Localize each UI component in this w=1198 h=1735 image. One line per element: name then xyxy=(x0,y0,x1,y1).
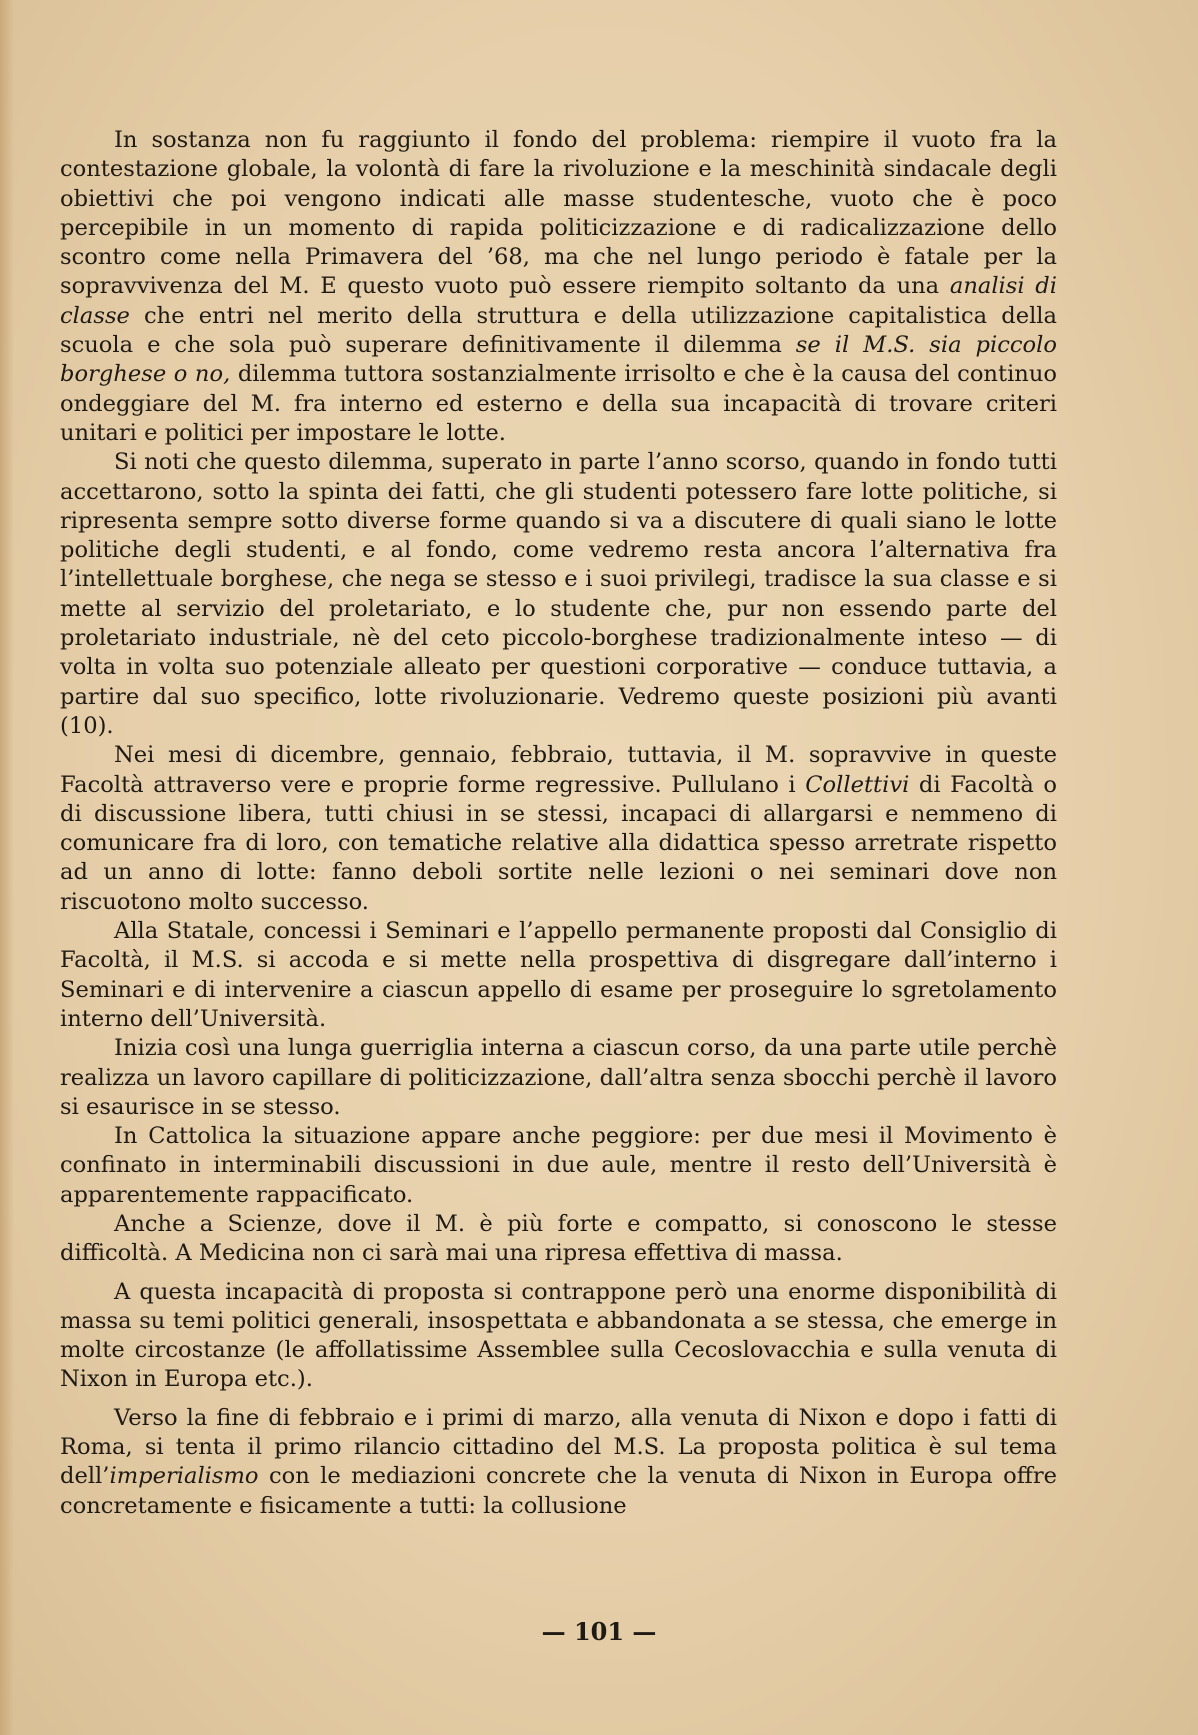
paragraph-9: Verso la fine di febbraio e i primi di marzo, alla venuta di Nixon e dopo i fatti di Roma, si tenta il primo rilancio cittadino del M.S. La proposta politica è sul tema dell’imperialismo con le mediazioni concrete che la venuta di Nixon in Europa offre concretamente e fisicamente a tutti: la collusione xyxy=(60,1404,1057,1519)
paragraph-4: Alla Statale, concessi i Seminari e l’appello permanente proposti dal Consiglio di Facoltà, il M.S. si accoda e si mette nella prospettiva di disgregare dall’interno i Seminari e di intervenire a ciascun appello di esame per proseguire lo sgretolamento interno dell’Università. xyxy=(60,918,1057,1032)
page-edge-shadow xyxy=(0,0,14,1735)
paragraph-7: Anche a Scienze, dove il M. è più forte e compatto, si conoscono le stesse difficoltà. A Medicina non ci sarà mai una ripresa effettiva di massa. xyxy=(60,1210,1057,1267)
paragraph-3: Nei mesi di dicembre, gennaio, febbraio, tuttavia, il M. sopravvive in queste Facoltà attraverso vere e proprie forme regressive. Pullulano i Collettivi di Facoltà o di discussione libera, tutti chiusi in se stessi, incapaci di allargarsi e nemmeno di comunicare fra di loro, con tematiche relative alla didattica spesso arretrate rispetto ad un anno di lotte: fanno deboli sortite nelle lezioni o nei seminari dove non riscuotono molto successo. xyxy=(60,742,1058,915)
body-text xyxy=(60,126,1057,1521)
page-number: — 101 — xyxy=(541,1617,657,1646)
paragraph-5: Inizia così una lunga guerriglia interna a ciascun corso, da una parte utile perchè realizza un lavoro capillare di politicizzazione, dall’altra senza sbocchi perchè il lavoro si esaurisce in se stesso. xyxy=(60,1035,1057,1120)
paragraph-2: Si noti che questo dilemma, superato in parte l’anno scorso, quando in fondo tutti accettarono, sotto la spinta dei fatti, che gli studenti potessero fare lotte politiche, si ripresenta sempre sotto diverse forme quando si va a discutere di quali siano le lotte politiche degli studenti, e al fondo, come vedremo resta ancora l’alternativa fra l’intellettuale borghese, che nega se stesso e i suoi privilegi, tradisce la sua classe e si mette al servizio del proletariato, e lo studente che, pur non essendo parte del proletariato industriale, nè del ceto piccolo-borghese tradizionalmente inteso — di volta in volta suo potenziale alleato per questioni corporative — conduce tuttavia, a partire dal suo specifico, lotte rivoluzionarie. Vedremo queste posizioni più avanti (10). xyxy=(60,449,1057,739)
paragraph-8: A questa incapacità di proposta si contrappone però una enorme disponibilità di massa su temi politici generali, insospettata e abbandonata a se stessa, che emerge in molte circostanze (le affollatissime Assemblee sulla Cecoslovacchia e sulla venuta di Nixon in Europa etc.). xyxy=(60,1278,1057,1393)
paragraph-6: In Cattolica la situazione appare anche peggiore: per due mesi il Movimento è confinato in interminabili discussioni in due aule, mentre il resto dell’Università è apparentemente rappacificato. xyxy=(60,1123,1057,1208)
paragraph-1: In sostanza non fu raggiunto il fondo del problema: riempire il vuoto fra la contestazione globale, la volontà di fare la rivoluzione e la meschinità sindacale degli obiettivi che poi vengono indicati alle masse studentesche, vuoto che è poco percepibile in un momento di rapida politicizzazione e di radicalizzazione dello scontro come nella Primavera del ’68, ma che nel lungo periodo è fatale per la sopravvivenza del M. E questo vuoto può essere riempito soltanto da una analisi di classe che entri nel merito della struttura e della utilizzazione capitalistica della scuola e che sola può superare definitivamente il dilemma se il M.S. sia piccolo borghese o no, dilemma tuttora sostanzialmente irrisolto e che è la causa del continuo ondeggiare del M. fra interno ed esterno e della sua incapacità di trovare criteri unitari e politici per impostare le lotte. xyxy=(60,127,1057,446)
